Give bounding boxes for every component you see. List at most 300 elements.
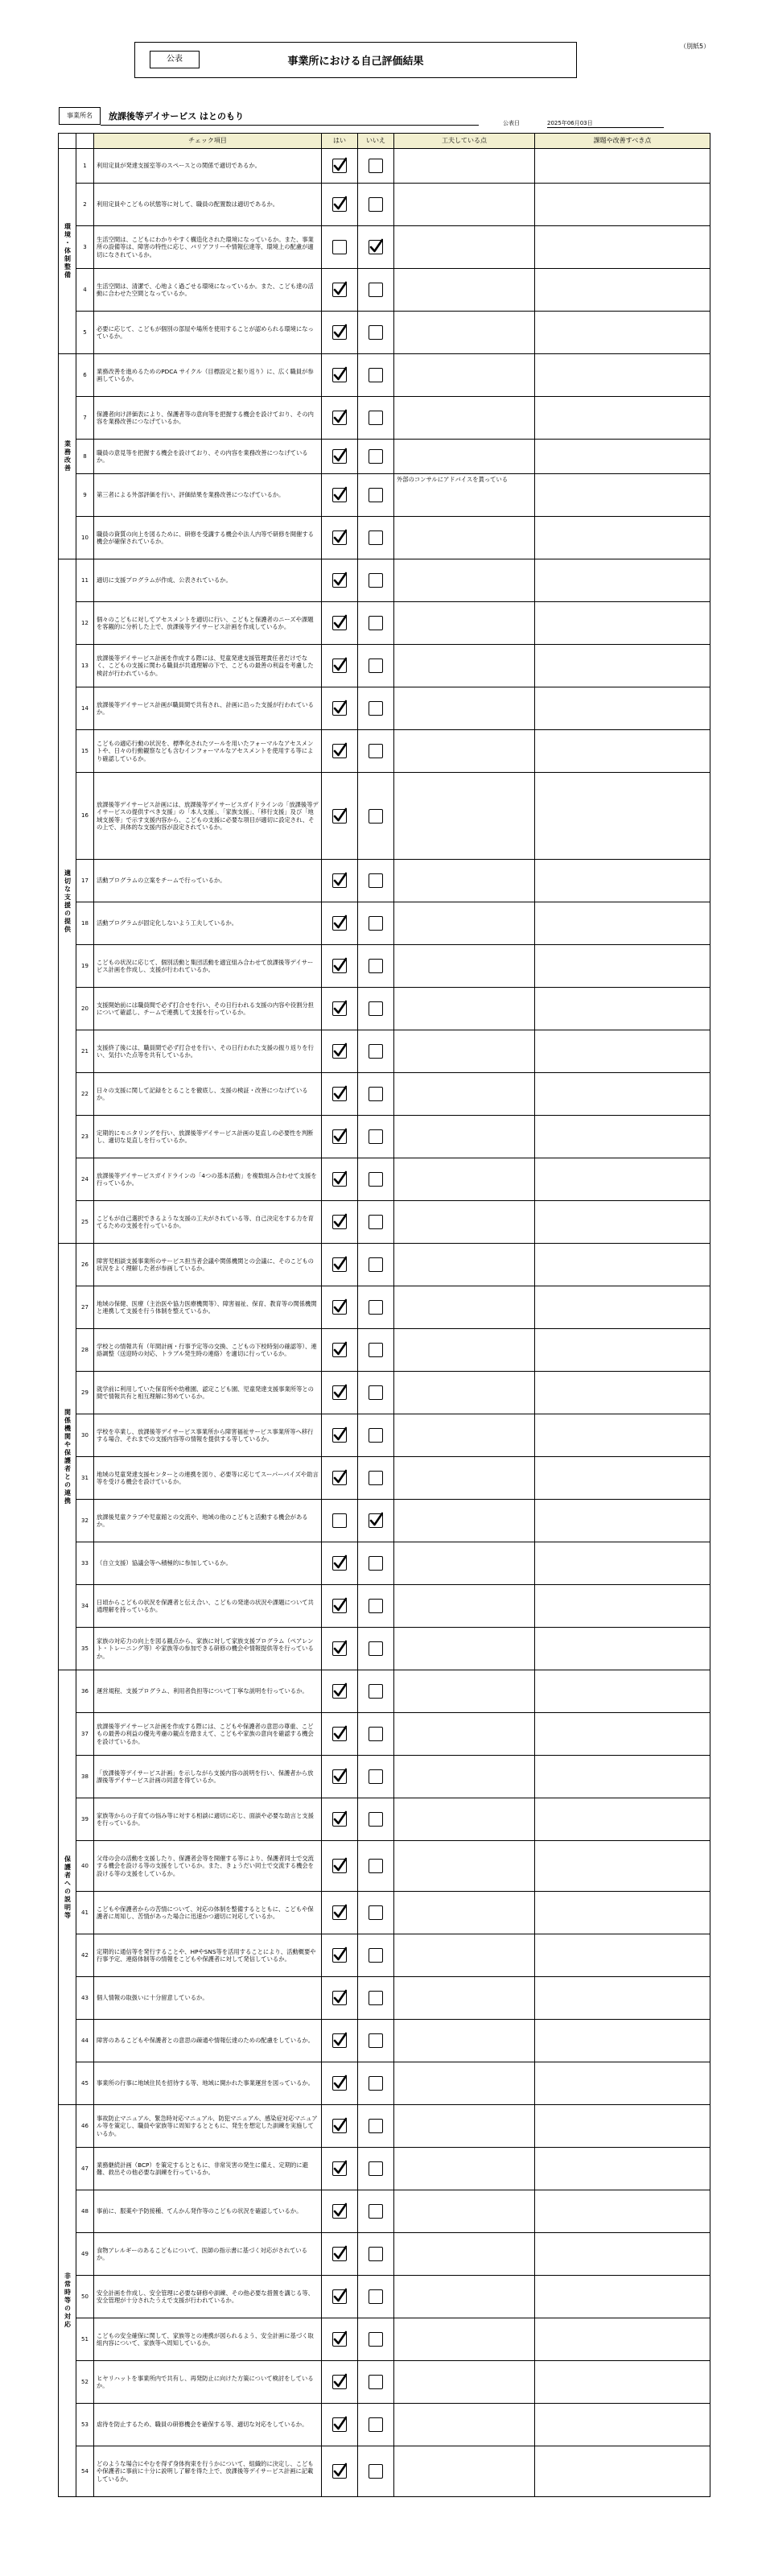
yes-checkbox[interactable] [332, 1172, 347, 1187]
check-mark-icon [333, 742, 347, 759]
yes-checkbox[interactable] [332, 2204, 347, 2219]
yes-checkbox[interactable] [332, 2076, 347, 2091]
item-number: 41 [76, 1892, 94, 1934]
check-item-text: 放課後児童クラブや児童館との交流や、地域の他のこどもと活動する機会があるか。 [94, 1500, 322, 1542]
no-checkbox[interactable] [369, 616, 383, 630]
check-mark-icon [333, 957, 347, 974]
no-checkbox[interactable] [369, 2076, 383, 2091]
yes-checkbox[interactable] [332, 2464, 347, 2479]
effort-note [394, 1934, 535, 1977]
check-mark-icon [333, 1554, 347, 1571]
yes-cell [322, 1201, 358, 1244]
no-cell [358, 440, 394, 474]
yes-checkbox[interactable] [332, 1641, 347, 1656]
effort-note [394, 1628, 535, 1670]
no-checkbox[interactable] [369, 1948, 383, 1963]
check-item-text: 家族の対応力の向上を図る観点から、家族に対して家族支援プログラム（ペアレント・トレーニング等）や家族等の参加できる研修の機会や情報提供等を行っているか。 [94, 1628, 322, 1670]
no-checkbox[interactable] [369, 1471, 383, 1485]
yes-cell [322, 1977, 358, 2020]
item-number: 48 [76, 2190, 94, 2233]
table-row [59, 1073, 710, 1116]
check-item-text: どのような場合にやむを得ず身体拘束を行うかについて、組織的に決定し、こどもや保護者に事前に十分に説明し了解を得た上で、放課後等デイサービス計画に記載しているか。 [94, 2446, 322, 2497]
yes-cell [322, 312, 358, 354]
check-item-text: 就学前に利用していた保育所や幼稚園、認定こども園、児童発達支援事業所等との間で情報共有と相互理解に努めているか。 [94, 1372, 322, 1414]
yes-checkbox[interactable] [332, 1905, 347, 1920]
table-row [59, 988, 710, 1030]
no-cell [358, 2148, 394, 2190]
yes-checkbox[interactable] [332, 1428, 347, 1443]
issue-note [535, 1756, 710, 1798]
no-cell [358, 184, 394, 226]
check-mark-icon [333, 2245, 347, 2262]
yes-checkbox[interactable] [332, 916, 347, 931]
check-mark-icon [333, 2032, 347, 2049]
item-number: 42 [76, 1934, 94, 1977]
check-mark-icon [333, 1384, 347, 1401]
yes-checkbox[interactable] [332, 368, 347, 382]
yes-checkbox[interactable] [332, 616, 347, 630]
yes-checkbox[interactable] [332, 2119, 347, 2133]
yes-cell [322, 945, 358, 988]
check-item-text: 家族等からの子育ての悩み等に対する相談に適切に応じ、面談や必要な助言と支援を行っているか。 [94, 1798, 322, 1841]
yes-checkbox[interactable] [332, 325, 347, 340]
no-checkbox[interactable] [369, 530, 383, 545]
item-number: 36 [76, 1670, 94, 1713]
effort-note [394, 730, 535, 773]
table-row [59, 1372, 710, 1414]
table-row [59, 440, 710, 474]
yes-cell [322, 474, 358, 517]
yes-checkbox[interactable] [332, 1343, 347, 1357]
effort-note [394, 1158, 535, 1201]
no-checkbox[interactable] [369, 1087, 383, 1101]
issue-note [535, 2233, 710, 2276]
issue-note [535, 559, 710, 602]
item-number: 16 [76, 773, 94, 860]
yes-checkbox[interactable] [332, 1991, 347, 2005]
effort-note [394, 1713, 535, 1756]
table-row [59, 2446, 710, 2497]
no-cell [358, 945, 394, 988]
no-cell [358, 2276, 394, 2318]
table-row [59, 1414, 710, 1457]
yes-checkbox[interactable] [332, 2289, 347, 2304]
no-checkbox[interactable] [369, 1556, 383, 1571]
effort-note [394, 2105, 535, 2148]
item-number: 12 [76, 602, 94, 645]
no-checkbox[interactable] [369, 1172, 383, 1187]
item-number: 15 [76, 730, 94, 773]
check-mark-icon [333, 2373, 347, 2390]
item-number: 9 [76, 474, 94, 517]
check-item-text: 職員の資質の向上を図るために、研修を受講する機会や法人内等で研修を開催する機会が確保されているか。 [94, 517, 322, 559]
yes-checkbox[interactable] [332, 488, 347, 502]
yes-cell [322, 1244, 358, 1286]
no-checkbox[interactable] [369, 2119, 383, 2133]
yes-checkbox[interactable] [332, 1859, 347, 1873]
yes-checkbox[interactable] [332, 1385, 347, 1400]
no-checkbox[interactable] [369, 197, 383, 212]
check-mark-icon [333, 157, 347, 174]
check-mark-icon [333, 614, 347, 631]
check-item-text: 障害児相談支援事業所のサービス担当者会議や関係機関との会議に、そのこどもの状況をよく理解した者が参画しているか。 [94, 1244, 322, 1286]
yes-checkbox[interactable] [332, 159, 347, 173]
yes-checkbox[interactable] [332, 1684, 347, 1699]
table-row [59, 2318, 710, 2361]
no-checkbox[interactable] [369, 2204, 383, 2219]
effort-note [394, 440, 535, 474]
yes-cell [322, 1500, 358, 1542]
yes-checkbox[interactable] [332, 1769, 347, 1784]
issue-note [535, 1372, 710, 1414]
effort-note [394, 1329, 535, 1372]
yes-cell [322, 1542, 358, 1585]
effort-note [394, 2233, 535, 2276]
header-issues: 課題や改善すべき点 [535, 134, 710, 149]
no-cell [358, 1841, 394, 1892]
yes-checkbox[interactable] [332, 573, 347, 588]
issue-note [535, 1934, 710, 1977]
check-item-text: こどもの適応行動の状況を、標準化されたツールを用いたフォーマルなアセスメントや、日々の行動観察なども含むインフォーマルなアセスメントを使用する等により確認しているか。 [94, 730, 322, 773]
check-mark-icon [333, 1904, 347, 1921]
table-row [59, 945, 710, 988]
no-cell [358, 1892, 394, 1934]
issue-note [535, 1628, 710, 1670]
yes-cell [322, 1934, 358, 1977]
effort-note [394, 1372, 535, 1414]
table-row [59, 1841, 710, 1892]
check-mark-icon [333, 1682, 347, 1699]
yes-cell [322, 2105, 358, 2148]
yes-checkbox[interactable] [332, 1513, 347, 1528]
effort-note [394, 2276, 535, 2318]
yes-cell [322, 1073, 358, 1116]
issue-note [535, 1329, 710, 1372]
yes-checkbox[interactable] [332, 2247, 347, 2261]
no-checkbox[interactable] [369, 1905, 383, 1920]
issue-note [535, 1158, 710, 1201]
no-checkbox[interactable] [369, 449, 383, 464]
yes-checkbox[interactable] [332, 873, 347, 888]
check-item-text: 父母の会の活動を支援したり、保護者会等を開催する等により、保護者同士で交流する機会を設ける等の支援をしているか。また、きょうだい同士で交流する機会を設ける等の支援をしているか。 [94, 1841, 322, 1892]
table-row [59, 474, 710, 517]
no-checkbox[interactable] [369, 2247, 383, 2261]
yes-checkbox[interactable] [332, 2033, 347, 2048]
effort-note [394, 149, 535, 184]
yes-cell [322, 397, 358, 440]
yes-cell [322, 1670, 358, 1713]
yes-checkbox[interactable] [332, 530, 347, 545]
yes-checkbox[interactable] [332, 1044, 347, 1059]
category-label: 適切な支援の提供 [59, 559, 76, 1244]
no-checkbox[interactable] [369, 2161, 383, 2176]
yes-checkbox[interactable] [332, 1471, 347, 1485]
yes-checkbox[interactable] [332, 1129, 347, 1144]
check-item-text: 個人情報の取扱いに十分留意しているか。 [94, 1977, 322, 2020]
yes-checkbox[interactable] [332, 809, 347, 824]
no-checkbox[interactable] [369, 1300, 383, 1315]
yes-cell [322, 1116, 358, 1158]
effort-note [394, 1542, 535, 1585]
check-item-text: 放課後等デイサービス計画には、放課後等デイサービスガイドラインの「放課後等デイサービスの提供すべき支援」の「本人支援」、「家族支援」、「移行支援」及び「地域支援等」で示す支援内容から、こどもの支援に必要な項目が適切に設定され、その上で、具体的な支援内容が設定されているか。 [94, 773, 322, 860]
check-mark-icon [333, 914, 347, 931]
no-checkbox[interactable] [369, 916, 383, 931]
issue-note [535, 1542, 710, 1585]
yes-cell [322, 149, 358, 184]
issue-note [535, 1116, 710, 1158]
no-checkbox[interactable] [369, 809, 383, 824]
effort-note [394, 860, 535, 902]
no-checkbox[interactable] [369, 573, 383, 588]
no-checkbox[interactable] [369, 701, 383, 716]
no-cell [358, 2318, 394, 2361]
yes-cell [322, 1414, 358, 1457]
effort-note [394, 1116, 535, 1158]
no-cell [358, 149, 394, 184]
yes-checkbox[interactable] [332, 1001, 347, 1016]
issue-note [535, 474, 710, 517]
yes-checkbox[interactable] [332, 2161, 347, 2176]
no-checkbox[interactable] [369, 658, 383, 673]
no-checkbox[interactable] [369, 1001, 383, 1016]
issue-note [535, 1670, 710, 1713]
table-row [59, 1201, 710, 1244]
yes-checkbox[interactable] [332, 240, 347, 254]
table-row [59, 730, 710, 773]
item-number: 49 [76, 2233, 94, 2276]
table-row [59, 2062, 710, 2105]
no-cell [358, 602, 394, 645]
no-checkbox[interactable] [369, 2033, 383, 2048]
yes-checkbox[interactable] [332, 658, 347, 673]
no-checkbox[interactable] [369, 1343, 383, 1357]
no-cell [358, 1585, 394, 1628]
check-mark-icon [333, 1597, 347, 1614]
no-checkbox[interactable] [369, 1044, 383, 1059]
check-mark-icon [333, 2462, 347, 2479]
no-checkbox[interactable] [369, 411, 383, 425]
check-item-text: 活動プログラムの立案をチームで行っているか。 [94, 860, 322, 902]
no-cell [358, 1934, 394, 1977]
item-number: 38 [76, 1756, 94, 1798]
no-checkbox[interactable] [369, 873, 383, 888]
yes-checkbox[interactable] [332, 1948, 347, 1963]
check-mark-icon [333, 807, 347, 824]
check-item-text: 日頃からこどもの状況を保護者と伝え合い、こどもの発達の状況や課題について共通理解を持っているか。 [94, 1585, 322, 1628]
no-checkbox[interactable] [369, 2464, 383, 2479]
yes-checkbox[interactable] [332, 2417, 347, 2432]
no-checkbox[interactable] [369, 1684, 383, 1699]
yes-checkbox[interactable] [332, 1556, 347, 1571]
no-checkbox[interactable] [369, 2332, 383, 2347]
issue-note [535, 354, 710, 397]
facility-name: 放課後等デイサービス はとのもり [109, 111, 245, 122]
no-cell [358, 1457, 394, 1500]
issue-note [535, 730, 710, 773]
check-mark-icon [333, 1640, 347, 1657]
no-cell [358, 1158, 394, 1201]
table-row [59, 559, 710, 602]
check-item-text: 「放課後等デイサービス計画」を示しながら支援内容の説明を行い、保護者から放課後等デイサービス計画の同意を得ているか。 [94, 1756, 322, 1798]
check-item-text: 放課後等デイサービス計画が職員間で共有され、計画に沿った支援が行われているか。 [94, 687, 322, 730]
item-number: 2 [76, 184, 94, 226]
yes-checkbox[interactable] [332, 283, 347, 297]
effort-note [394, 1030, 535, 1073]
yes-checkbox[interactable] [332, 2332, 347, 2347]
no-cell [358, 517, 394, 559]
no-checkbox[interactable] [369, 240, 383, 254]
check-mark-icon [333, 1213, 347, 1230]
item-number: 6 [76, 354, 94, 397]
issue-note [535, 2020, 710, 2062]
item-number: 24 [76, 1158, 94, 1201]
issue-note [535, 2404, 710, 2446]
check-mark-icon [333, 2202, 347, 2219]
yes-checkbox[interactable] [332, 1215, 347, 1229]
yes-checkbox[interactable] [332, 1087, 347, 1101]
table-row [59, 1542, 710, 1585]
no-checkbox[interactable] [369, 1257, 383, 1272]
yes-checkbox[interactable] [332, 1727, 347, 1741]
item-number: 14 [76, 687, 94, 730]
no-checkbox[interactable] [369, 2375, 383, 2389]
no-checkbox[interactable] [369, 1859, 383, 1873]
table-body [59, 149, 710, 2497]
header-yes: はい [322, 134, 358, 149]
table-row [59, 1977, 710, 2020]
no-checkbox[interactable] [369, 1769, 383, 1784]
item-number: 7 [76, 397, 94, 440]
issue-note [535, 1073, 710, 1116]
no-checkbox[interactable] [369, 1812, 383, 1827]
issue-note [535, 1286, 710, 1329]
check-mark-icon [369, 1512, 383, 1529]
category-label: 環境・体制整備 [59, 149, 76, 354]
effort-note [394, 312, 535, 354]
check-item-text: 日々の支援に関して記録をとることを徹底し、支援の検証・改善につなげているか。 [94, 1073, 322, 1116]
effort-note [394, 1841, 535, 1892]
header-no: いいえ [358, 134, 394, 149]
no-cell [358, 2361, 394, 2404]
check-mark-icon [333, 700, 347, 716]
yes-checkbox[interactable] [332, 959, 347, 973]
effort-note [394, 2404, 535, 2446]
no-checkbox[interactable] [369, 2289, 383, 2304]
effort-note [394, 1457, 535, 1500]
table-row [59, 860, 710, 902]
yes-checkbox[interactable] [332, 1812, 347, 1827]
item-number: 29 [76, 1372, 94, 1414]
no-cell [358, 773, 394, 860]
yes-checkbox[interactable] [332, 701, 347, 716]
no-checkbox[interactable] [369, 1385, 383, 1400]
no-cell [358, 730, 394, 773]
item-number: 32 [76, 1500, 94, 1542]
yes-checkbox[interactable] [332, 1257, 347, 1272]
check-item-text: 第三者による外部評価を行い、評価結果を業務改善につなげているか。 [94, 474, 322, 517]
no-checkbox[interactable] [369, 1727, 383, 1741]
issue-note [535, 945, 710, 988]
table-row [59, 1457, 710, 1500]
effort-note [394, 1585, 535, 1628]
issue-note [535, 1457, 710, 1500]
no-checkbox[interactable] [369, 959, 383, 973]
issue-note [535, 269, 710, 312]
category-label: 保護者への説明等 [59, 1670, 76, 2105]
no-checkbox[interactable] [369, 488, 383, 502]
no-checkbox[interactable] [369, 1641, 383, 1656]
no-checkbox[interactable] [369, 744, 383, 758]
yes-cell [322, 1329, 358, 1372]
no-cell [358, 2233, 394, 2276]
yes-cell [322, 1798, 358, 1841]
no-checkbox[interactable] [369, 368, 383, 382]
no-cell [358, 2020, 394, 2062]
table-row [59, 2190, 710, 2233]
check-mark-icon [333, 1768, 347, 1785]
no-checkbox[interactable] [369, 2417, 383, 2432]
yes-checkbox[interactable] [332, 1300, 347, 1315]
yes-checkbox[interactable] [332, 449, 347, 464]
yes-cell [322, 2361, 358, 2404]
issue-note [535, 902, 710, 945]
issue-note [535, 602, 710, 645]
yes-checkbox[interactable] [332, 411, 347, 425]
yes-cell [322, 269, 358, 312]
no-cell [358, 1329, 394, 1372]
yes-checkbox[interactable] [332, 744, 347, 758]
header-blank [59, 134, 76, 149]
no-checkbox[interactable] [369, 1991, 383, 2005]
header-check-item: チェック項目 [94, 134, 322, 149]
no-cell [358, 226, 394, 269]
item-number: 46 [76, 2105, 94, 2148]
facility-label: 事業所名 [59, 107, 101, 125]
yes-cell [322, 860, 358, 902]
yes-checkbox[interactable] [332, 1599, 347, 1613]
no-checkbox[interactable] [369, 1428, 383, 1443]
no-checkbox[interactable] [369, 159, 383, 173]
check-item-text: 生活空間は、清潔で、心地よく過ごせる環境になっているか。また、こども達の活動に合わせた空間となっているか。 [94, 269, 322, 312]
no-checkbox[interactable] [369, 1513, 383, 1528]
yes-cell [322, 988, 358, 1030]
yes-checkbox[interactable] [332, 2375, 347, 2389]
check-item-text: 保護者向け評価表により、保護者等の意向等を把握する機会を設けており、その内容を業務改善につなげているか。 [94, 397, 322, 440]
no-cell [358, 902, 394, 945]
issue-note [535, 2105, 710, 2148]
yes-checkbox[interactable] [332, 197, 347, 212]
effort-note [394, 2361, 535, 2404]
effort-note [394, 2020, 535, 2062]
table-row [59, 269, 710, 312]
yes-cell [322, 1713, 358, 1756]
check-mark-icon [333, 1256, 347, 1273]
no-checkbox[interactable] [369, 325, 383, 340]
yes-cell [322, 1756, 358, 1798]
check-item-text: 活動プログラムが固定化しないよう工夫しているか。 [94, 902, 322, 945]
no-checkbox[interactable] [369, 1215, 383, 1229]
no-checkbox[interactable] [369, 283, 383, 297]
page-title: 事業所における自己評価結果 [287, 56, 424, 68]
no-checkbox[interactable] [369, 1129, 383, 1144]
issue-note [535, 312, 710, 354]
table-row [59, 312, 710, 354]
check-item-text: 事前に、服薬や予防接種、てんかん発作等のこどもの状況を確認しているか。 [94, 2190, 322, 2233]
public-badge: 公表 [150, 51, 200, 68]
table-row [59, 226, 710, 269]
no-checkbox[interactable] [369, 1599, 383, 1613]
check-mark-icon [333, 1989, 347, 2006]
